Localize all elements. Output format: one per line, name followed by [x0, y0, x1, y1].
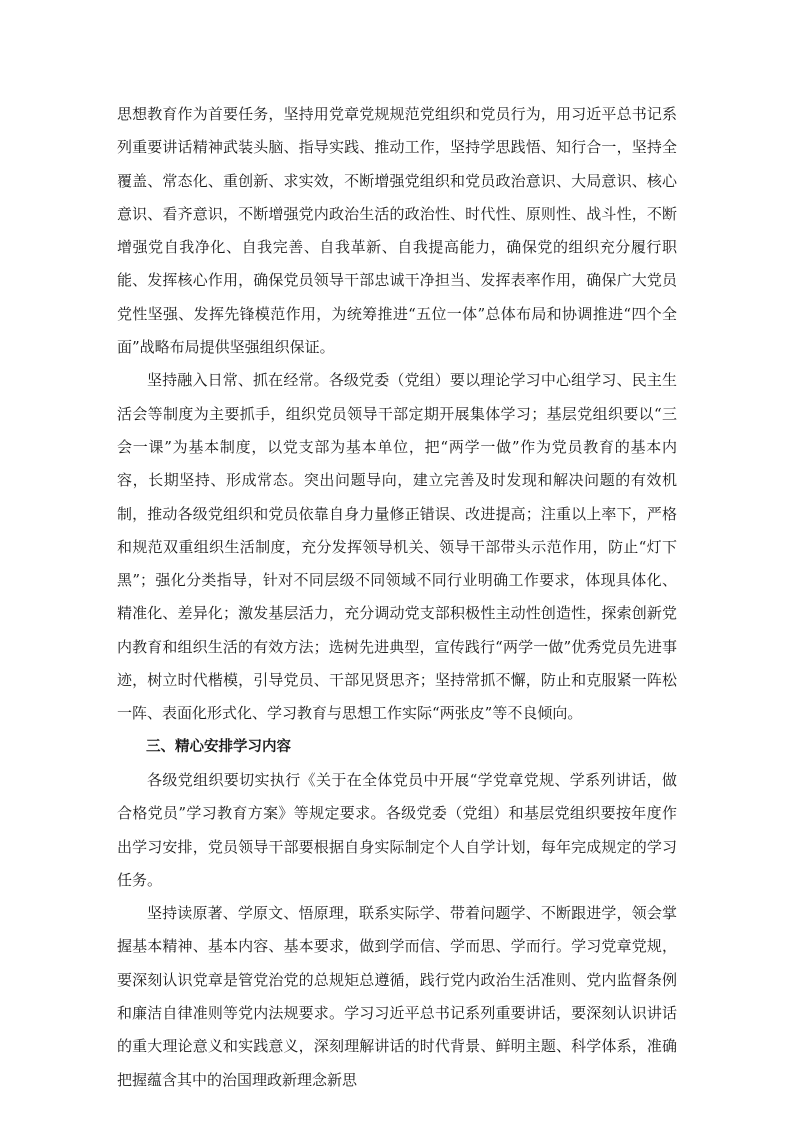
- paragraph-integration: 坚持融入日常、抓在经常。各级党委（党组）要以理论学习中心组学习、民主生活会等制度为主要抓手，组织党员领导干部定期开展集体学习；基层党组织要以“三会一课”为基本制度，以党支部为基本单位，把“两学一做”作为党员教育的基本内容，长期坚持、形成常态。突出问题导向，建立完善及时发现和解决问题的有效机制，推动各级党组织和党员依靠自身力量修正错误、改进提高；注重以上率下，严格和规范双重组织生活制度，充分发挥领导机关、领导干部带头示范作用，防止“灯下黑”；强化分类指导，针对不同层级不同领域不同行业明确工作要求，体现具体化、精准化、差异化；激发基层活力，充分调动党支部积极性主动性创造性，探索创新党内教育和组织生活的有效方法；选树先进典型，宣传践行“两学一做”优秀党员先进事迹，树立时代楷模，引导党员、干部见贤思齐；坚持常抓不懈，防止和克服紧一阵松一阵、表面化形式化、学习教育与思想工作实际“两张皮”等不良倾向。: [117, 371, 677, 723]
- paragraph-continuation: 思想教育作为首要任务，坚持用党章党规规范党组织和党员行为，用习近平总书记系列重要讲话精神武装头脑、指导实践、推动工作，坚持学思践悟、知行合一，坚持全覆盖、常态化、重创新、求实效，不断增强党组织和党员政治意识、大局意识、核心意识、看齐意识，不断增强党内政治生活的政治性、时代性、原则性、战斗性，不断增强党自我净化、自我完善、自我革新、自我提高能力，确保党的组织充分履行职能、发挥核心作用，确保党员领导干部忠诚干净担当、发挥表率作用，确保广大党员党性坚强、发挥先锋模范作用，为统筹推进“五位一体”总体布局和协调推进“四个全面”战略布局提供坚强组织保证。: [117, 105, 677, 357]
- section-heading: 三、精心安排学习内容: [146, 738, 291, 755]
- paragraph-study-method: 坚持读原著、学原文、悟原理，联系实际学、带着问题学、不断跟进学，领会掌握基本精神、基本内容、基本要求，做到学而信、学而思、学而行。学习党章党规，要深刻认识党章是管党治党的总规矩总遵循，践行党内政治生活准则、党内监督条例和廉洁自律准则等党内法规要求。学习习近平总书记系列重要讲话，要深刻认识讲话的重大理论意义和实践意义，深刻理解讲话的时代背景、鲜明主题、科学体系，准确把握蕴含其中的治国理政新理念新思: [117, 904, 677, 1089]
- document-body: [117, 98, 677, 1097]
- paragraph-requirements: 各级党组织要切实执行《关于在全体党员中开展“学党章党规、学系列讲话，做合格党员”学习教育方案》等规定要求。各级党委（党组）和基层党组织要按年度作出学习安排，党员领导干部要根据自身实际制定个人自学计划，每年完成规定的学习任务。: [117, 770, 677, 889]
